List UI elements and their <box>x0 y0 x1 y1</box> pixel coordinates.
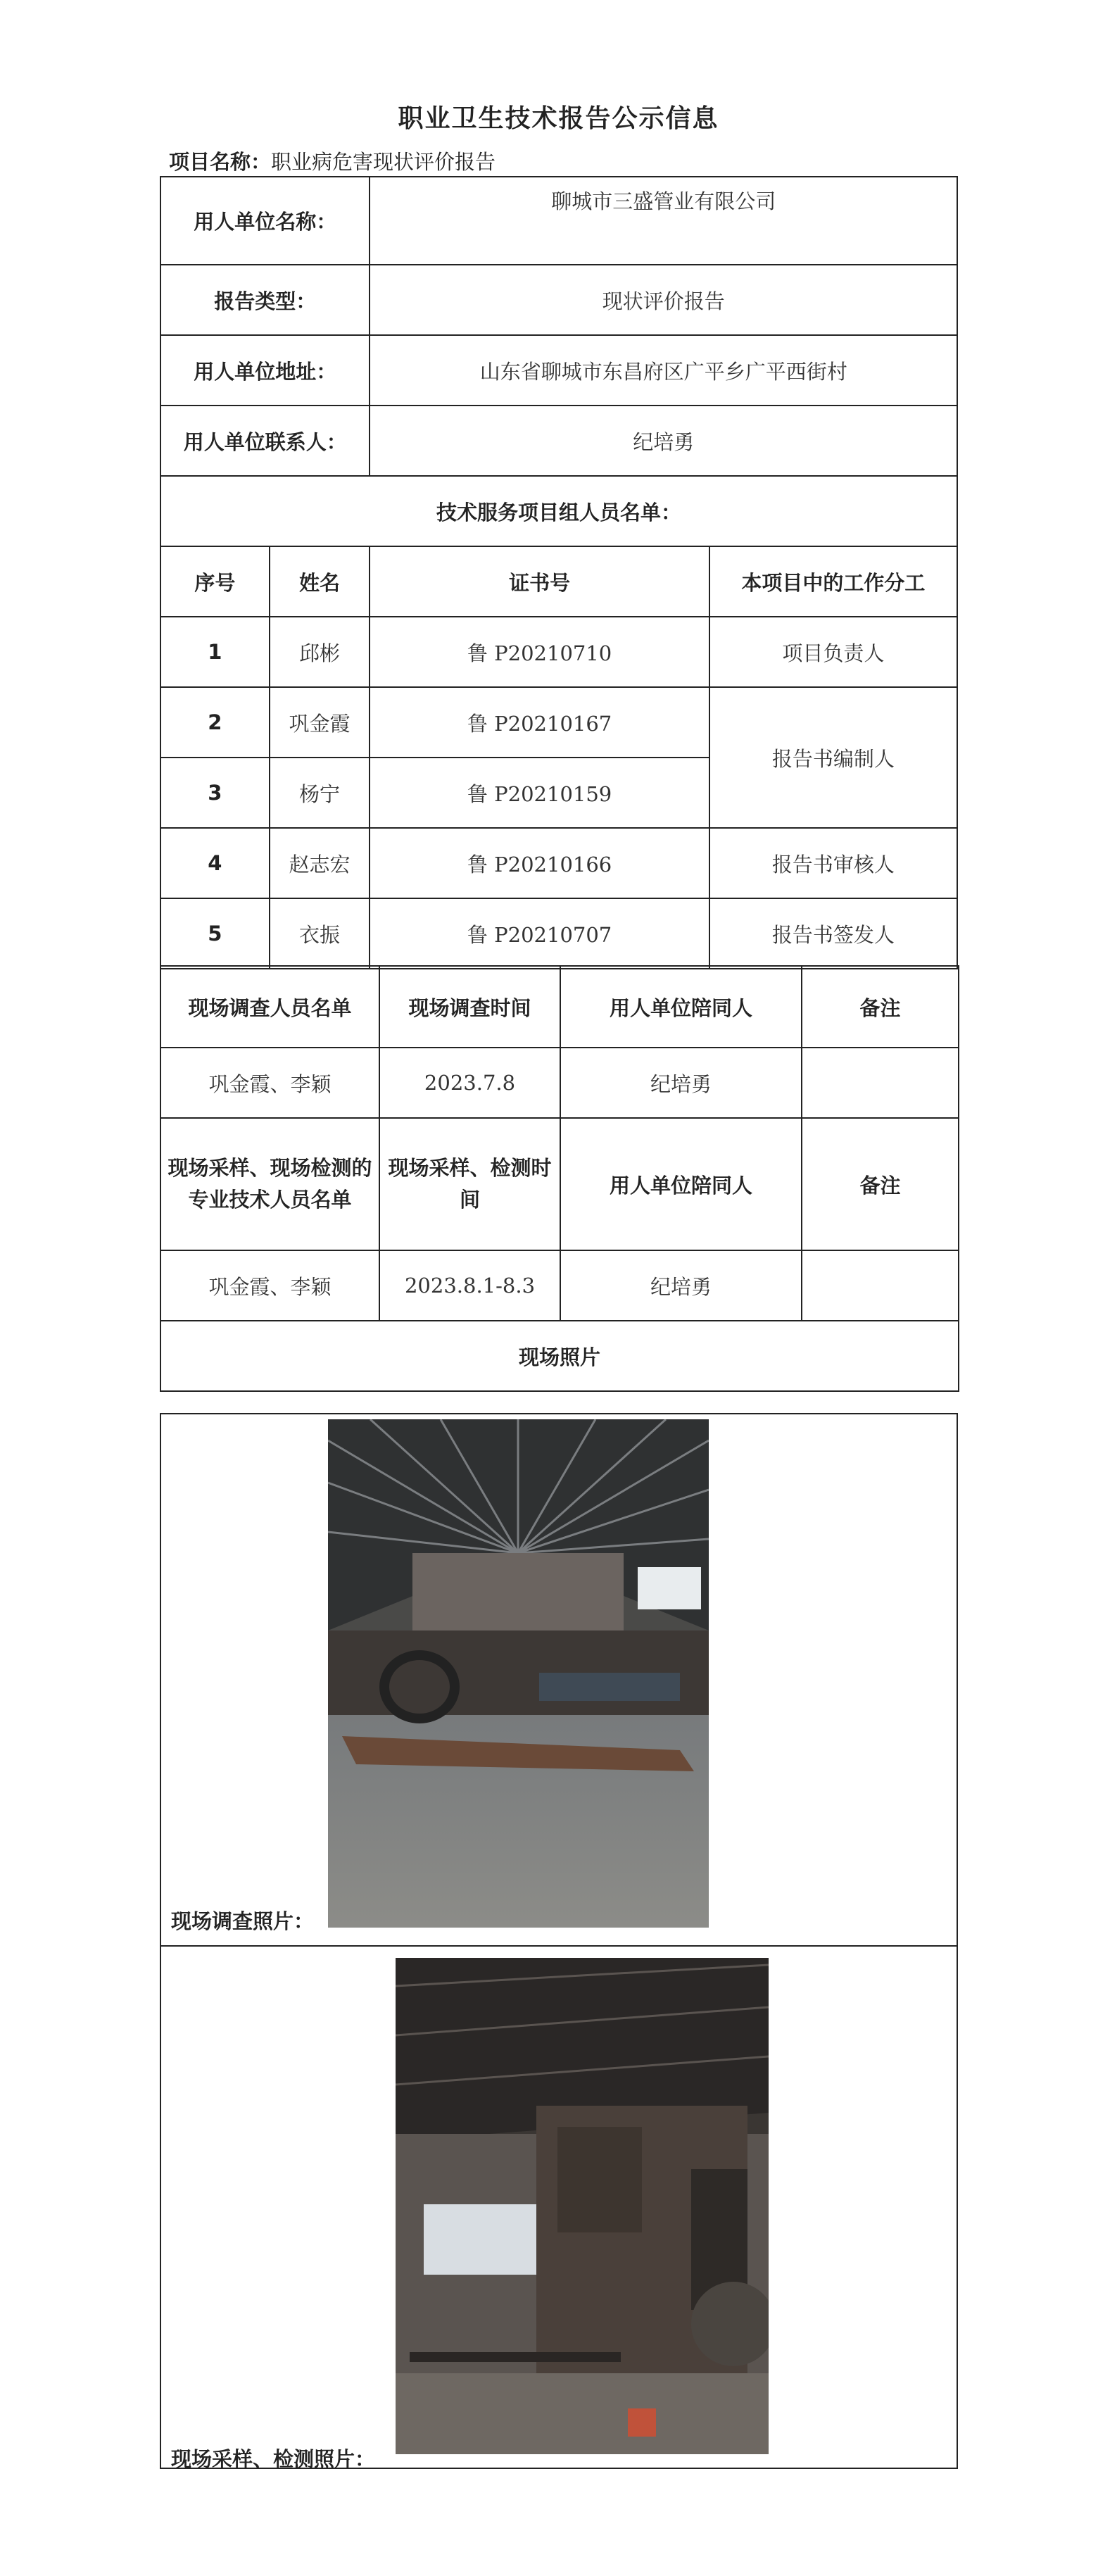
survey-header-note: 备注 <box>802 966 959 1048</box>
sampling-header-time: 现场采样、检测时间 <box>379 1118 560 1250</box>
sampling-header-staff: 现场采样、现场检测的专业技术人员名单 <box>160 1118 379 1250</box>
team-name: 邱彬 <box>270 617 370 687</box>
project-name-label: 项目名称： <box>169 150 272 174</box>
report-type-label: 报告类型： <box>160 265 370 335</box>
contact-label: 用人单位联系人： <box>160 406 370 476</box>
photos-section-title: 现场照片 <box>160 1321 959 1391</box>
table-row <box>160 828 957 898</box>
table-row <box>160 617 957 687</box>
survey-header-time: 现场调查时间 <box>379 966 560 1048</box>
survey-staff: 巩金霞、李颖 <box>160 1048 379 1118</box>
team-role: 项目负责人 <box>709 617 957 687</box>
sampling-companion: 纪培勇 <box>560 1250 802 1321</box>
sampling-photo <box>396 1958 769 2454</box>
team-cert: 鲁 P20210167 <box>370 687 709 758</box>
team-header-name: 姓名 <box>270 546 370 617</box>
sampling-header-companion: 用人单位陪同人 <box>560 1118 802 1250</box>
team-header-cert: 证书号 <box>370 546 709 617</box>
team-cert: 鲁 P20210166 <box>370 828 709 898</box>
sampling-time: 2023.8.1-8.3 <box>379 1250 560 1321</box>
team-name: 杨宁 <box>270 758 370 828</box>
team-cert: 鲁 P20210710 <box>370 617 709 687</box>
sampling-note <box>802 1250 959 1321</box>
team-name: 衣振 <box>270 898 370 969</box>
photo-divider <box>161 1945 957 1947</box>
team-role: 报告书编制人 <box>709 687 957 828</box>
team-name: 赵志宏 <box>270 828 370 898</box>
sampling-header-note: 备注 <box>802 1118 959 1250</box>
team-no: 1 <box>160 617 270 687</box>
table-row <box>160 687 957 758</box>
survey-header-companion: 用人单位陪同人 <box>560 966 802 1048</box>
project-name <box>169 146 496 175</box>
team-section-title: 技术服务项目组人员名单： <box>160 476 957 546</box>
survey-companion: 纪培勇 <box>560 1048 802 1118</box>
team-name: 巩金霞 <box>270 687 370 758</box>
contact-value: 纪培勇 <box>370 406 957 476</box>
survey-table <box>160 965 959 1392</box>
table-row <box>160 1250 959 1321</box>
report-info-table <box>160 176 958 969</box>
survey-time: 2023.7.8 <box>379 1048 560 1118</box>
address-label: 用人单位地址： <box>160 335 370 406</box>
team-role: 报告书审核人 <box>709 828 957 898</box>
photos-panel <box>160 1413 958 2469</box>
page-title: 职业卫生技术报告公示信息 <box>398 104 719 133</box>
employer-value: 聊城市三盛管业有限公司 <box>370 177 957 265</box>
report-type-value: 现状评价报告 <box>370 265 957 335</box>
employer-label: 用人单位名称： <box>160 177 370 265</box>
team-no: 2 <box>160 687 270 758</box>
sampling-staff: 巩金霞、李颖 <box>160 1250 379 1321</box>
team-no: 3 <box>160 758 270 828</box>
survey-photo-label: 现场调查照片： <box>171 1909 315 1933</box>
table-row <box>160 898 957 969</box>
address-value: 山东省聊城市东昌府区广平乡广平西街村 <box>370 335 957 406</box>
survey-header-staff: 现场调查人员名单 <box>160 966 379 1048</box>
team-no: 4 <box>160 828 270 898</box>
team-header-role: 本项目中的工作分工 <box>709 546 957 617</box>
team-cert: 鲁 P20210707 <box>370 898 709 969</box>
project-name-value: 职业病危害现状评价报告 <box>271 150 496 174</box>
table-row <box>160 1048 959 1118</box>
team-role: 报告书签发人 <box>709 898 957 969</box>
team-no: 5 <box>160 898 270 969</box>
survey-photo <box>328 1419 709 1928</box>
survey-note <box>802 1048 959 1118</box>
team-header-no: 序号 <box>160 546 270 617</box>
team-cert: 鲁 P20210159 <box>370 758 709 828</box>
sampling-photo-label: 现场采样、检测照片： <box>171 2447 376 2471</box>
